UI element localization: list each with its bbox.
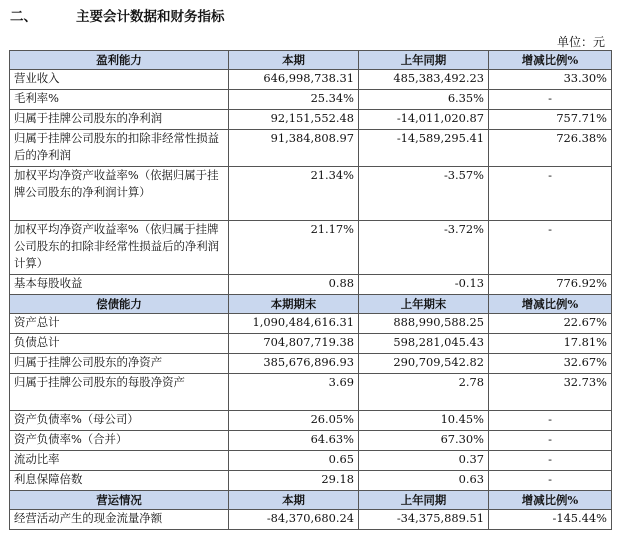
current-value: 29.18 bbox=[229, 471, 359, 491]
change-percent: 32.67% bbox=[489, 354, 612, 374]
table-row bbox=[10, 510, 612, 530]
row-label: 归属于挂牌公司股东的扣除非经常性损益后的净利润 bbox=[10, 130, 229, 167]
row-label: 资产总计 bbox=[10, 314, 229, 334]
table-row bbox=[10, 471, 612, 491]
previous-value: 888,990,588.25 bbox=[359, 314, 489, 334]
current-value: 21.34% bbox=[229, 167, 359, 221]
previous-value: -0.13 bbox=[359, 275, 489, 295]
change-percent: - bbox=[489, 90, 612, 110]
previous-value: -14,011,020.87 bbox=[359, 110, 489, 130]
row-label: 归属于挂牌公司股东的净资产 bbox=[10, 354, 229, 374]
table-row bbox=[10, 334, 612, 354]
row-label: 流动比率 bbox=[10, 451, 229, 471]
section-header-row bbox=[10, 295, 612, 314]
current-value: 704,807,719.38 bbox=[229, 334, 359, 354]
previous-value: 2.78 bbox=[359, 374, 489, 411]
unit-label: 单位：元 bbox=[556, 35, 605, 49]
table-row bbox=[10, 275, 612, 295]
previous-value: -34,375,889.51 bbox=[359, 510, 489, 530]
change-percent: 776.92% bbox=[489, 275, 612, 295]
current-value: 0.65 bbox=[229, 451, 359, 471]
previous-value: 0.63 bbox=[359, 471, 489, 491]
column-header: 偿债能力 bbox=[10, 295, 229, 314]
row-label: 加权平均净资产收益率%（依归属于挂牌公司股东的扣除非经常性损益后的净利润计算） bbox=[10, 221, 229, 275]
row-label: 利息保障倍数 bbox=[10, 471, 229, 491]
column-header: 上年同期 bbox=[359, 51, 489, 70]
row-label: 加权平均净资产收益率%（依据归属于挂牌公司股东的净利润计算） bbox=[10, 167, 229, 221]
current-value: 21.17% bbox=[229, 221, 359, 275]
previous-value: -3.72% bbox=[359, 221, 489, 275]
table-row bbox=[10, 90, 612, 110]
table-row bbox=[10, 374, 612, 411]
column-header: 本期 bbox=[229, 491, 359, 510]
current-value: 1,090,484,616.31 bbox=[229, 314, 359, 334]
row-label: 基本每股收益 bbox=[10, 275, 229, 295]
column-header: 增减比例% bbox=[489, 295, 612, 314]
table-row bbox=[10, 451, 612, 471]
previous-value: 10.45% bbox=[359, 411, 489, 431]
table-row bbox=[10, 70, 612, 90]
table-row bbox=[10, 110, 612, 130]
column-header: 增减比例% bbox=[489, 51, 612, 70]
current-value: 64.63% bbox=[229, 431, 359, 451]
row-label: 经营活动产生的现金流量净额 bbox=[10, 510, 229, 530]
current-value: 25.34% bbox=[229, 90, 359, 110]
previous-value: 598,281,045.43 bbox=[359, 334, 489, 354]
previous-value: -14,589,295.41 bbox=[359, 130, 489, 167]
row-label: 归属于挂牌公司股东的净利润 bbox=[10, 110, 229, 130]
current-value: 3.69 bbox=[229, 374, 359, 411]
change-percent: - bbox=[489, 471, 612, 491]
table-row bbox=[10, 221, 612, 275]
column-header: 营运情况 bbox=[10, 491, 229, 510]
change-percent: 32.73% bbox=[489, 374, 612, 411]
table-row bbox=[10, 411, 612, 431]
current-value: 91,384,808.97 bbox=[229, 130, 359, 167]
change-percent: 22.67% bbox=[489, 314, 612, 334]
change-percent: 757.71% bbox=[489, 110, 612, 130]
current-value: 0.88 bbox=[229, 275, 359, 295]
row-label: 营业收入 bbox=[10, 70, 229, 90]
change-percent: -145.44% bbox=[489, 510, 612, 530]
current-value: 26.05% bbox=[229, 411, 359, 431]
change-percent: 17.81% bbox=[489, 334, 612, 354]
previous-value: 6.35% bbox=[359, 90, 489, 110]
column-header: 增减比例% bbox=[489, 491, 612, 510]
table-row bbox=[10, 314, 612, 334]
table-row bbox=[10, 130, 612, 167]
column-header: 本期 bbox=[229, 51, 359, 70]
change-percent: - bbox=[489, 451, 612, 471]
previous-value: 290,709,542.82 bbox=[359, 354, 489, 374]
column-header: 上年同期 bbox=[359, 491, 489, 510]
financial-indicators-table bbox=[9, 50, 612, 530]
column-header: 盈利能力 bbox=[10, 51, 229, 70]
section-heading bbox=[10, 6, 225, 24]
row-label: 负债总计 bbox=[10, 334, 229, 354]
current-value: 92,151,552.48 bbox=[229, 110, 359, 130]
section-header-row bbox=[10, 491, 612, 510]
change-percent: - bbox=[489, 411, 612, 431]
previous-value: -3.57% bbox=[359, 167, 489, 221]
row-label: 资产负债率%（合并） bbox=[10, 431, 229, 451]
table-row bbox=[10, 167, 612, 221]
change-percent: 726.38% bbox=[489, 130, 612, 167]
row-label: 资产负债率%（母公司） bbox=[10, 411, 229, 431]
row-label: 毛利率% bbox=[10, 90, 229, 110]
table-row bbox=[10, 431, 612, 451]
current-value: 385,676,896.93 bbox=[229, 354, 359, 374]
section-number: 二、 bbox=[10, 9, 37, 25]
section-header-row bbox=[10, 51, 612, 70]
row-label: 归属于挂牌公司股东的每股净资产 bbox=[10, 374, 229, 411]
current-value: -84,370,680.24 bbox=[229, 510, 359, 530]
column-header: 本期期末 bbox=[229, 295, 359, 314]
change-percent: - bbox=[489, 221, 612, 275]
column-header: 上年期末 bbox=[359, 295, 489, 314]
change-percent: 33.30% bbox=[489, 70, 612, 90]
table-row bbox=[10, 354, 612, 374]
previous-value: 67.30% bbox=[359, 431, 489, 451]
previous-value: 0.37 bbox=[359, 451, 489, 471]
change-percent: - bbox=[489, 167, 612, 221]
change-percent: - bbox=[489, 431, 612, 451]
current-value: 646,998,738.31 bbox=[229, 70, 359, 90]
section-title: 主要会计数据和财务指标 bbox=[76, 9, 225, 25]
previous-value: 485,383,492.23 bbox=[359, 70, 489, 90]
